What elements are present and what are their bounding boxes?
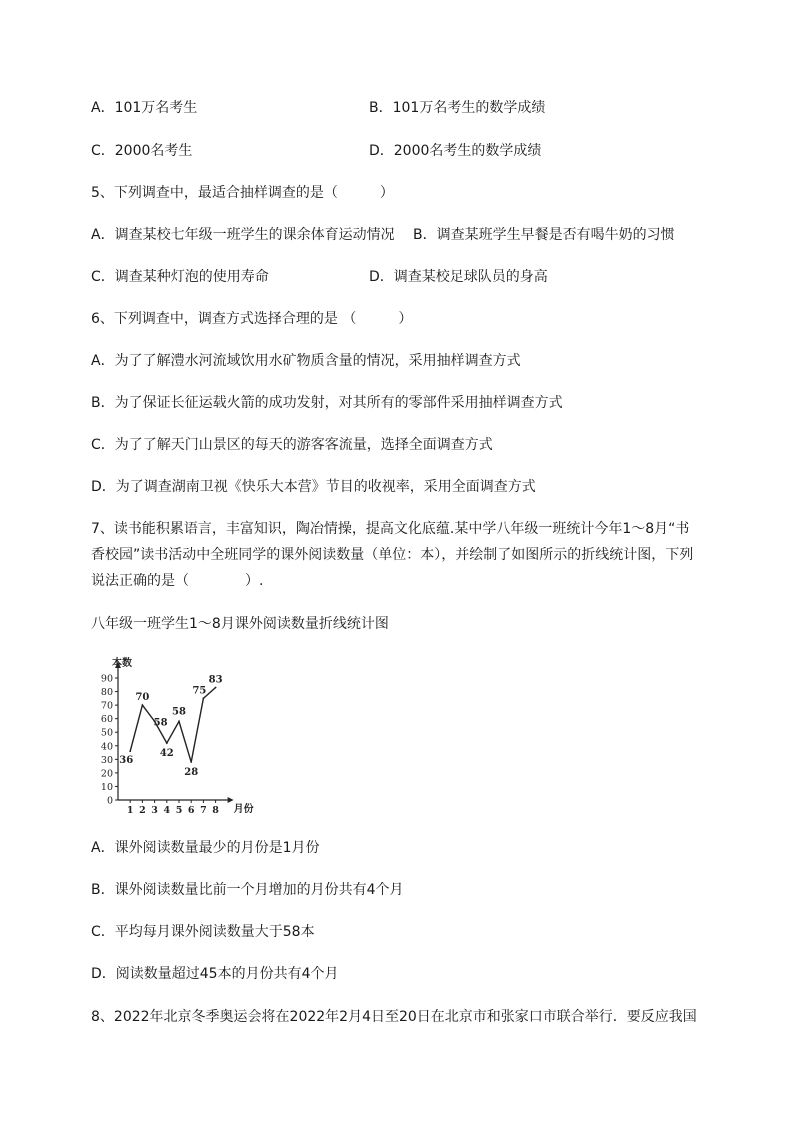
- reading-line-chart: [92, 648, 262, 818]
- x-axis-label: 月份: [233, 804, 254, 815]
- x-tick-label: 3: [151, 805, 158, 816]
- q5-option-d: D．调查某校足球队员的身高: [369, 269, 548, 285]
- data-label: 42: [159, 748, 174, 760]
- data-label: 58: [172, 706, 186, 718]
- data-point: [129, 750, 131, 752]
- x-tick-label: 8: [212, 805, 219, 816]
- y-tick-label: 30: [100, 754, 113, 766]
- q7-option-d: D．阅读数量超过45本的月份共有4个月: [91, 966, 339, 982]
- chart-svg: [92, 648, 262, 818]
- q4-option-c: C．2000名考生: [91, 143, 193, 159]
- q6-stem: 6、下列调查中，调查方式选择合理的是 （ ）: [91, 311, 413, 327]
- q6-option-c: C．为了了解天门山景区的每天的游客客流量，选择全面调查方式: [91, 437, 493, 453]
- data-point: [142, 704, 144, 706]
- y-tick-label: 20: [100, 768, 113, 780]
- q7-stem-line-2: 香校园”读书活动中全班同学的课外阅读数量（单位：本），并绘制了如图所示的折线统计图，下列: [91, 547, 694, 563]
- q6-option-b: B．为了保证长征运载火箭的成功发射，对其所有的零部件采用抽样调查方式: [91, 395, 563, 411]
- q7-option-a: A．课外阅读数量最少的月份是1月份: [91, 840, 320, 856]
- data-point: [178, 720, 180, 722]
- data-label: 70: [135, 692, 150, 704]
- x-tick-label: 5: [175, 805, 183, 816]
- q5-options-ab: A．调查某校七年级一班学生的课余体育运动情况 B．调查某班学生早餐是否有喝牛奶的习惯: [91, 227, 675, 243]
- q4-option-a: A．101万名考生: [91, 100, 198, 116]
- data-point: [215, 687, 217, 689]
- y-tick-label: 70: [100, 700, 113, 712]
- chart-caption: 八年级一班学生1～8月课外阅读数量折线统计图: [91, 616, 389, 632]
- q7-stem-line-1: 7、读书能积累语言，丰富知识，陶冶情操，提高文化底蕴.某中学八年级一班统计今年1～8月“书: [91, 521, 690, 537]
- y-tick-label: 80: [100, 687, 113, 699]
- data-point: [203, 697, 205, 699]
- x-tick-label: 7: [200, 805, 207, 816]
- data-label: 28: [184, 767, 199, 779]
- x-tick-label: 6: [187, 805, 195, 816]
- q7-option-b: B．课外阅读数量比前一个月增加的月份共有4个月: [91, 882, 404, 898]
- q6-option-d: D．为了调查湖南卫视《快乐大本营》节目的收视率，采用全面调查方式: [91, 479, 536, 495]
- x-axis-arrow: [228, 797, 234, 803]
- q5-stem: 5、下列调查中，最适合抽样调查的是（ ）: [91, 185, 394, 201]
- y-axis-label: 本数: [112, 658, 132, 669]
- data-label: 75: [192, 685, 207, 697]
- y-tick-label: 40: [100, 741, 113, 753]
- q7-stem-line-3: 说法正确的是（ ）.: [91, 573, 264, 589]
- data-label: 83: [208, 674, 223, 686]
- y-tick-label: 50: [100, 727, 113, 739]
- x-tick-label: 1: [126, 805, 134, 816]
- y-tick-label: 0: [106, 795, 113, 807]
- q8-stem: 8、2022年北京冬季奥运会将在2022年2月4日至20日在北京市和张家口市联合举行．要反应我国: [91, 1009, 697, 1025]
- q4-option-d: D．2000名考生的数学成绩: [369, 143, 542, 159]
- y-tick-label: 60: [100, 714, 113, 726]
- x-tick-label: 2: [139, 805, 146, 816]
- q4-option-b: B．101万名考生的数学成绩: [369, 100, 546, 116]
- x-tick-label: 4: [163, 805, 171, 816]
- q7-option-c: C．平均每月课外阅读数量大于58本: [91, 924, 315, 940]
- y-tick-label: 90: [100, 673, 113, 685]
- data-point: [190, 761, 192, 763]
- y-tick-label: 10: [100, 781, 113, 793]
- q6-option-a: A．为了了解澧水河流域饮用水矿物质含量的情况，采用抽样调查方式: [91, 353, 521, 369]
- q5-option-c: C．调查某种灯泡的使用寿命: [91, 269, 269, 285]
- data-label: 58: [153, 717, 168, 729]
- data-point: [166, 742, 168, 744]
- data-label: 36: [119, 755, 134, 767]
